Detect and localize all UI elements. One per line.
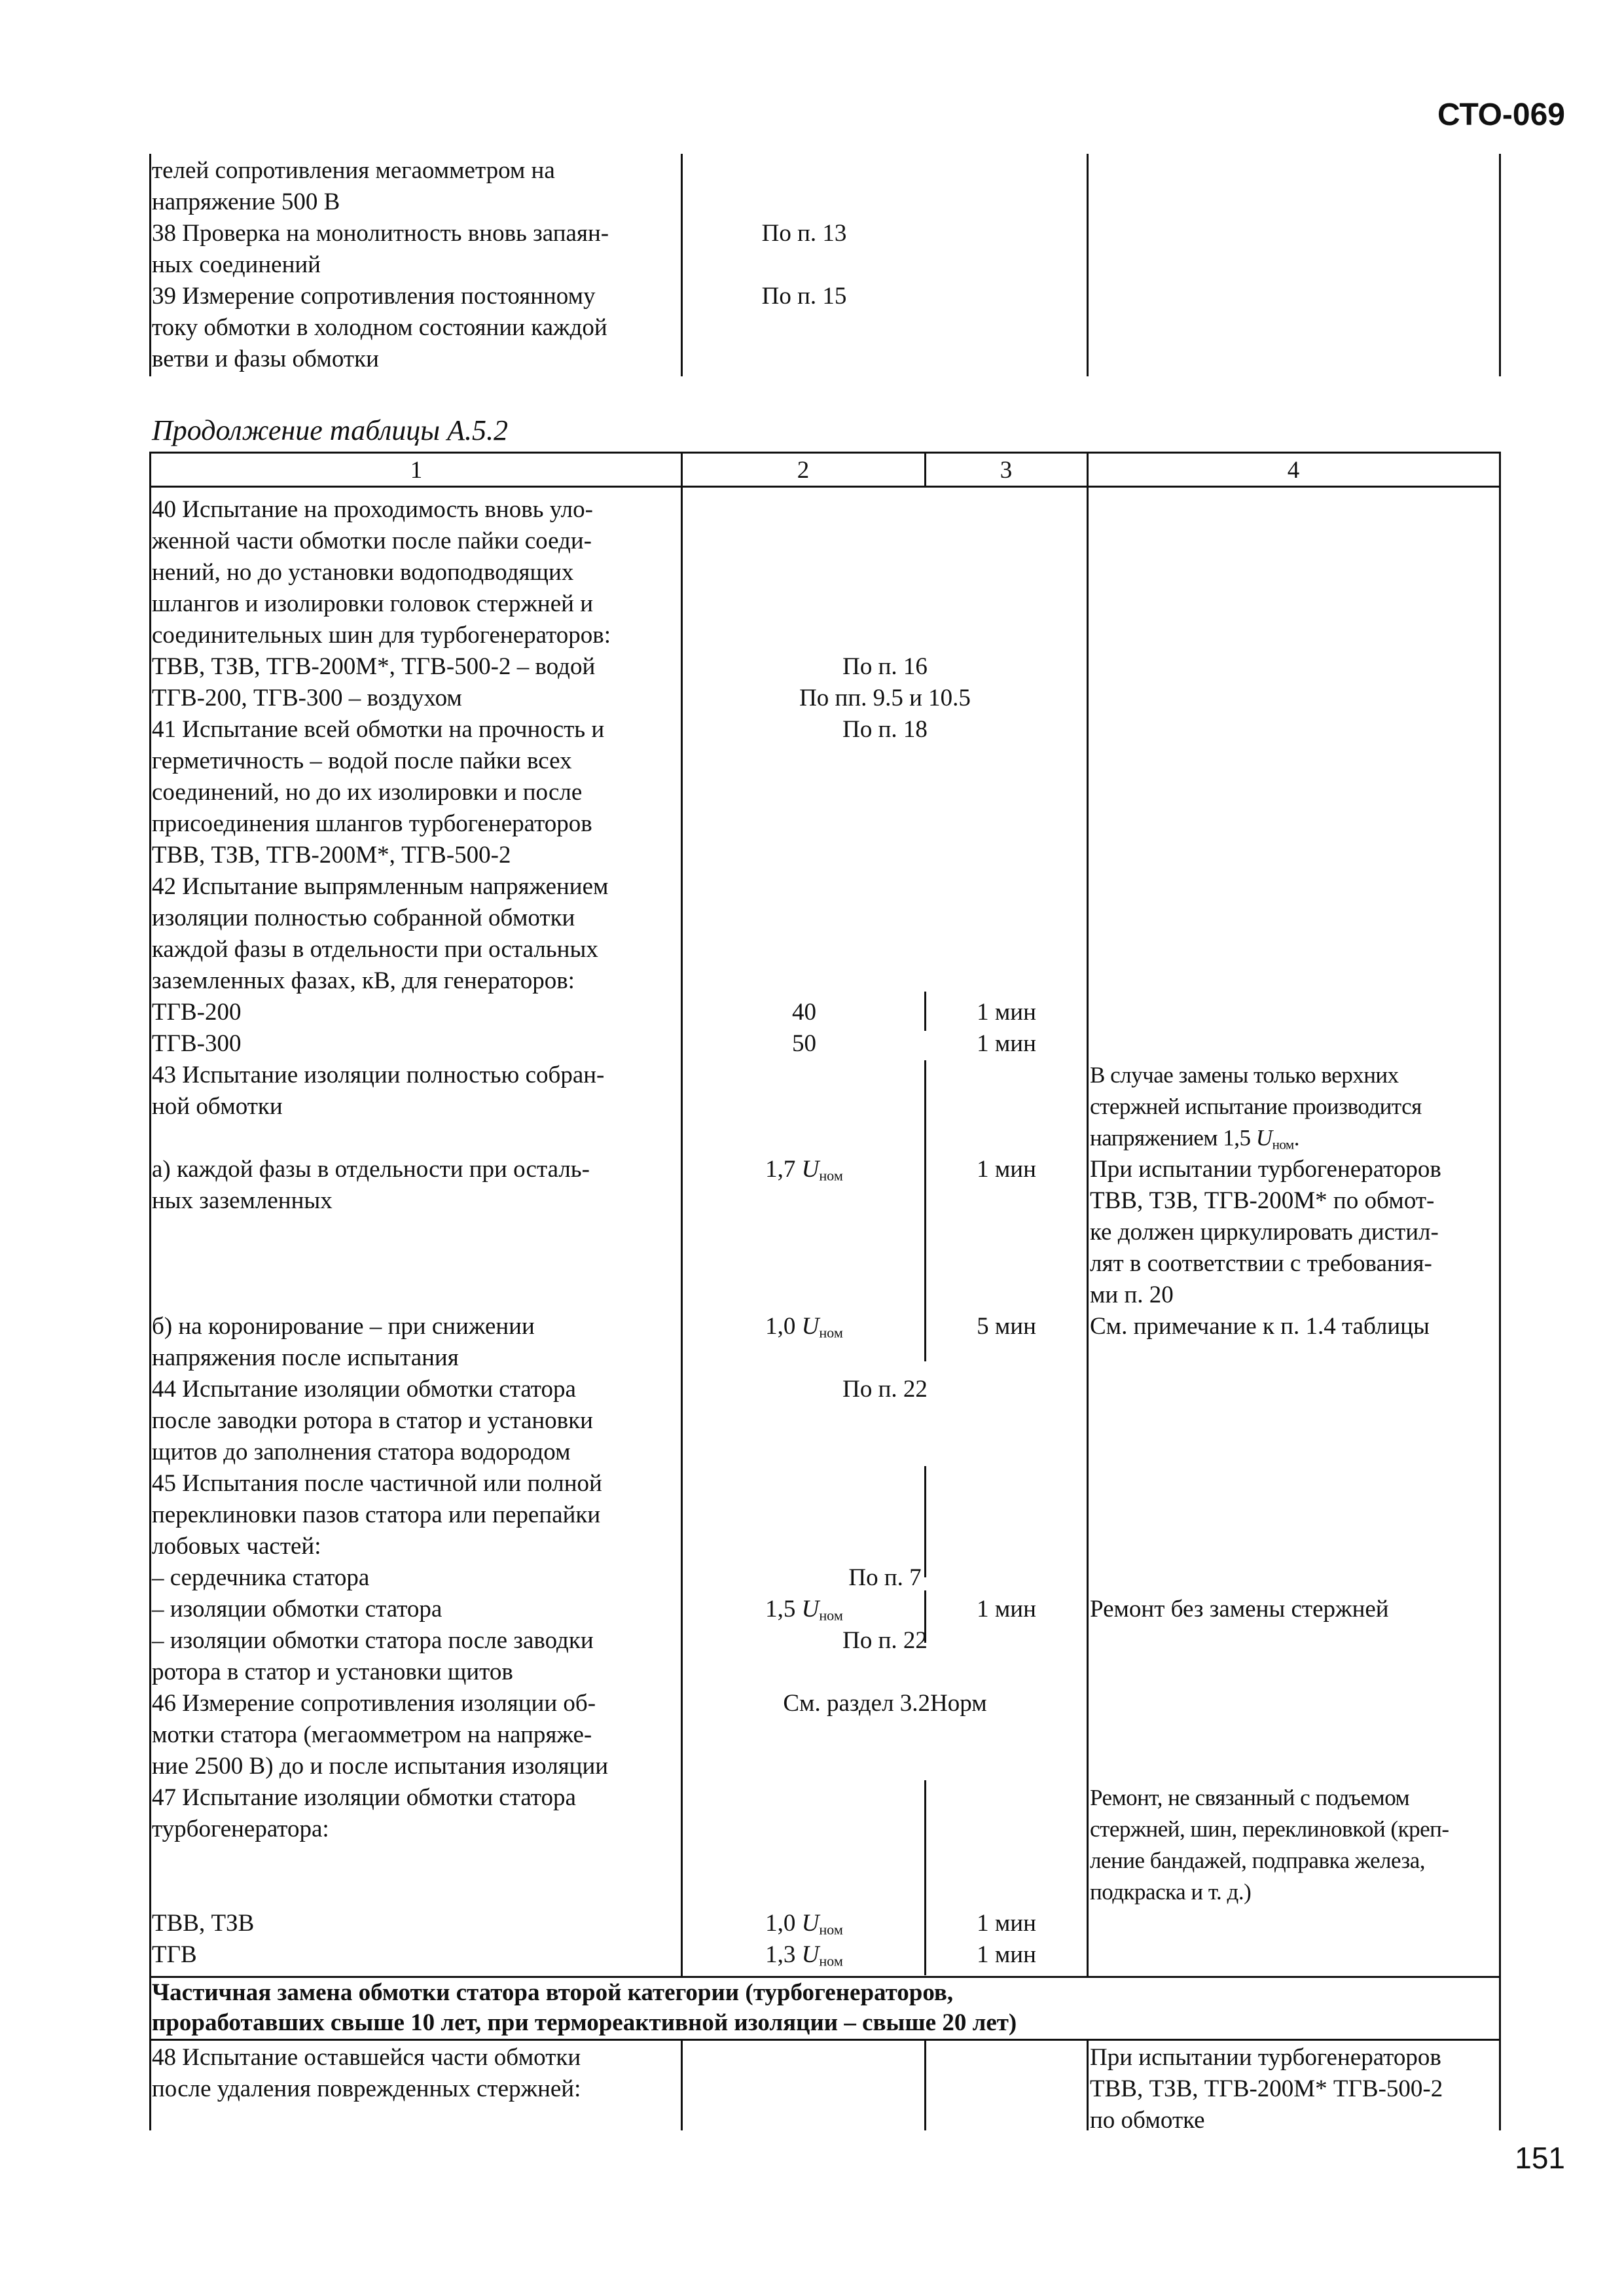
cell-text: заземленных фазах, кВ, для генераторов: — [152, 967, 575, 994]
cell-duration: 1 мин — [977, 1910, 1036, 1937]
cell-text: ных заземленных — [152, 1187, 333, 1214]
cell-text: 46 Измерение сопротивления изоляции об- — [152, 1690, 596, 1717]
column-header-4: 4 — [1287, 457, 1300, 484]
col2-separator — [924, 1466, 926, 1577]
cell-text: 45 Испытания после частичной или полной — [152, 1470, 602, 1497]
cell-value: 1,0 $U_{ном}$ — [765, 1313, 843, 1341]
cell-note: Ремонт без замены стержней — [1090, 1596, 1389, 1623]
cell-ref: По пп. 9.5 и 10.5 — [799, 685, 971, 711]
top-table-border-left — [149, 154, 151, 376]
cell-note: При испытании турбогенераторов — [1090, 2044, 1441, 2071]
cell-text: напряжения после испытания — [152, 1344, 459, 1371]
cell-text: женной части обмотки после пайки соеди- — [152, 528, 592, 554]
cell-text: присоединения шлангов турбогенераторов — [152, 810, 592, 837]
top-table-border-col1 — [681, 154, 683, 376]
table-top-border — [149, 452, 1501, 454]
top-row-text: 39 Измерение сопротивления постоянному — [152, 283, 596, 310]
cell-value: 1,7 $U_{ном}$ — [765, 1156, 843, 1184]
cell-value: 50 — [792, 1030, 816, 1057]
cell-text: 42 Испытание выпрямленным напряжением — [152, 873, 609, 900]
top-row-text: напряжение 500 В — [152, 188, 340, 215]
cell-duration: 1 мин — [977, 1941, 1036, 1968]
cell-text: лобовых частей: — [152, 1533, 321, 1560]
cell-text: ТГВ-300 — [152, 1030, 242, 1057]
top-row-ref: По п. 13 — [761, 220, 847, 247]
top-table-border-right — [1499, 154, 1501, 376]
cell-text: герметичность – водой после пайки всех — [152, 747, 572, 774]
cell-text: мотки статора (мегаомметром на напряже- — [152, 1721, 592, 1748]
cell-duration: 1 мин — [977, 1596, 1036, 1623]
cell-text: б) на коронирование – при снижении — [152, 1313, 535, 1340]
cell-note: ми п. 20 — [1090, 1282, 1174, 1308]
table-border-col3-body — [1087, 2040, 1089, 2130]
cell-text: ротора в статор и установки щитов — [152, 1659, 513, 1685]
cell-note: При испытании турбогенераторов — [1090, 1156, 1441, 1183]
cell-text: ТВВ, ТЗВ — [152, 1910, 255, 1937]
cell-text: ТГВ — [152, 1941, 197, 1968]
cell-note: по обмотке — [1090, 2107, 1205, 2134]
cell-text: ТГВ-200 — [152, 999, 242, 1026]
cell-value: 1,0 $U_{ном}$ — [765, 1910, 843, 1938]
cell-text: – сердечника статора — [152, 1564, 370, 1591]
cell-text: переклиновки пазов статора или перепайки — [152, 1501, 601, 1528]
top-row-text: 38 Проверка на монолитность вновь запаян- — [152, 220, 609, 247]
cell-text: – изоляции обмотки статора после заводки — [152, 1627, 594, 1654]
cell-text: 48 Испытание оставшейся части обмотки — [152, 2044, 581, 2071]
cell-ref: По п. 7 — [848, 1564, 922, 1591]
cell-note: В случае замены только верхних — [1090, 1062, 1399, 1088]
cell-text: изоляции полностью собранной обмотки — [152, 905, 575, 931]
section-header: Частичная замена обмотки статора второй категории (турбогенераторов, — [152, 1979, 954, 2006]
column-header-3: 3 — [1000, 457, 1013, 484]
cell-duration: 1 мин — [977, 1030, 1036, 1057]
table-border-col2-body — [924, 2040, 926, 2130]
cell-text: после заводки ротора в статор и установки — [152, 1407, 593, 1434]
cell-note: ление бандажей, подправка железа, — [1090, 1848, 1426, 1873]
table-caption: Продолжение таблицы А.5.2 — [152, 414, 508, 446]
cell-note: Ремонт, не связанный с подъемом — [1090, 1785, 1410, 1810]
cell-ref: По п. 22 — [842, 1376, 928, 1403]
cell-duration: 1 мин — [977, 999, 1036, 1026]
cell-text: ние 2500 В) до и после испытания изоляции — [152, 1753, 609, 1780]
cell-text: ТВВ, ТЗВ, ТГВ-200М*, ТГВ-500-2 – водой — [152, 653, 596, 680]
top-row-text: ветви и фазы обмотки — [152, 346, 379, 372]
cell-note: стержней, шин, переклиновкой (креп- — [1090, 1816, 1449, 1842]
cell-text: нений, но до установки водоподводящих — [152, 559, 574, 586]
top-row-text: току обмотки в холодном состоянии каждой — [152, 314, 607, 341]
cell-text: а) каждой фазы в отдельности при осталь- — [152, 1156, 590, 1183]
cell-value: 1,5 $U_{ном}$ — [765, 1596, 843, 1624]
column-header-1: 1 — [410, 457, 423, 484]
cell-note: стержней испытание производится — [1090, 1094, 1422, 1119]
top-row-text: ных соединений — [152, 251, 321, 278]
top-row-ref: По п. 15 — [761, 283, 847, 310]
cell-value: 1,3 $U_{ном}$ — [765, 1941, 843, 1969]
top-table-border-col3 — [1087, 154, 1089, 376]
cell-text: шлангов и изолировки головок стержней и — [152, 590, 594, 617]
table-border-right — [1499, 452, 1501, 2130]
cell-value: 40 — [792, 999, 816, 1026]
cell-text: – изоляции обмотки статора — [152, 1596, 442, 1623]
cell-text: ТВВ, ТЗВ, ТГВ-200М*, ТГВ-500-2 — [152, 842, 511, 869]
document-code: СТО-069 — [1437, 98, 1565, 132]
cell-text: 40 Испытание на проходимость вновь уло- — [152, 496, 593, 523]
cell-duration: 5 мин — [977, 1313, 1036, 1340]
cell-duration: 1 мин — [977, 1156, 1036, 1183]
cell-text: щитов до заполнения статора водородом — [152, 1439, 571, 1465]
cell-text: 47 Испытание изоляции обмотки статора — [152, 1784, 576, 1811]
section-header: проработавших свыше 10 лет, при термореактивной изоляции – свыше 20 лет) — [152, 2009, 1017, 2036]
table-border-left — [149, 452, 151, 2130]
cell-text: турбогенератора: — [152, 1816, 329, 1842]
cell-ref: См. раздел 3.2Норм — [783, 1690, 987, 1717]
cell-text: после удаления поврежденных стержней: — [152, 2075, 581, 2102]
top-row-text: телей сопротивления мегаомметром на — [152, 157, 555, 184]
cell-note: ТВВ, ТЗВ, ТГВ-200М* ТГВ-500-2 — [1090, 2075, 1443, 2102]
cell-note: ке должен циркулировать дистил- — [1090, 1219, 1439, 1246]
page-number: 151 — [1515, 2141, 1565, 2175]
cell-text: ТГВ-200, ТГВ-300 – воздухом — [152, 685, 462, 711]
cell-text: соединительных шин для турбогенераторов: — [152, 622, 611, 649]
cell-ref: По п. 16 — [842, 653, 928, 680]
cell-text: каждой фазы в отдельности при остальных — [152, 936, 598, 963]
cell-text: ной обмотки — [152, 1093, 283, 1120]
cell-note: ТВВ, ТЗВ, ТГВ-200М* по обмот- — [1090, 1187, 1435, 1214]
cell-text: 43 Испытание изоляции полностью собран- — [152, 1062, 605, 1088]
cell-ref: По п. 22 — [842, 1627, 928, 1654]
cell-note: лят в соответствии с требования- — [1090, 1250, 1432, 1277]
cell-text: соединений, но до их изолировки и после — [152, 779, 583, 806]
cell-note: напряжением 1,5 $U_{ном}$. — [1090, 1125, 1299, 1153]
cell-ref: По п. 18 — [842, 716, 928, 743]
cell-text: 41 Испытание всей обмотки на прочность и — [152, 716, 605, 743]
cell-note: См. примечание к п. 1.4 таблицы — [1090, 1313, 1430, 1340]
cell-note: подкраска и т. д.) — [1090, 1879, 1252, 1905]
table-border-col1-body — [681, 2040, 683, 2130]
section-bottom-border — [149, 2039, 1501, 2041]
cell-text: 44 Испытание изоляции обмотки статора — [152, 1376, 576, 1403]
column-header-2: 2 — [797, 457, 810, 484]
